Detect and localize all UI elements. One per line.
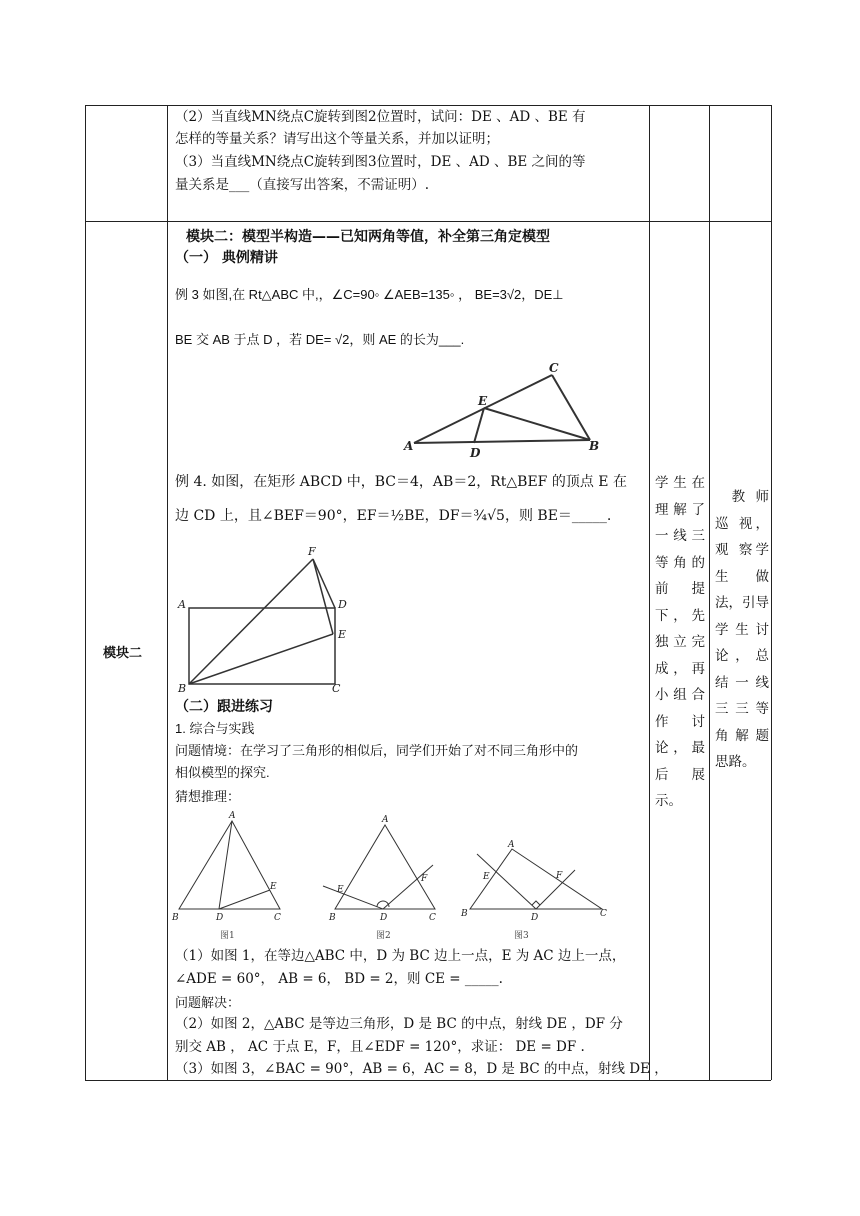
module2-heading: 模块二：模型半构造——已知两角等值，补全第三角定模型: [186, 229, 550, 245]
table-top-border: [85, 105, 771, 106]
practice-solve-label: 问题解决：: [175, 995, 241, 1010]
fig3-point-c: C: [600, 909, 607, 919]
practice-title: 1. 综合与实践: [175, 721, 255, 736]
example4-figure: [172, 542, 362, 697]
fig2-point-e: E: [337, 885, 344, 895]
fig1-point-b: B: [172, 913, 179, 923]
ex3-point-d: D: [470, 446, 481, 460]
fig3-point-a: A: [508, 840, 515, 850]
fig1-point-d: D: [216, 913, 224, 923]
ex3-point-b: B: [589, 439, 600, 453]
table-left-border: [85, 105, 86, 1080]
fig1-point-e: E: [270, 882, 277, 892]
top-q3-line2: 量关系是___（直接写出答案，不需证明）.: [175, 177, 430, 193]
fig2-point-c: C: [429, 913, 436, 923]
top-q3-line1: （3）当直线MN绕点C旋转到图3位置时，DE 、AD 、BE 之间的等: [175, 154, 586, 170]
practice-context-2: 相似模型的探究.: [175, 765, 270, 780]
example4-line2: 边 CD 上，且∠BEF＝90°，EF＝½BE，DF＝¾√5，则 BE＝_____.: [175, 508, 612, 524]
table-row-divider: [85, 221, 771, 222]
practice-figures: [170, 808, 620, 943]
fig2-caption: 图2: [376, 931, 391, 941]
fig2-point-a: A: [382, 815, 389, 825]
ex4-point-c: C: [332, 682, 341, 695]
table-col-divider-3: [709, 105, 710, 1080]
ex3-point-e: E: [478, 394, 488, 408]
ex4-point-a: A: [178, 598, 186, 611]
practice-q1-line1: （1）如图 1，在等边△ABC 中，D 为 BC 边上一点，E 为 AC 边上一点，: [175, 948, 626, 964]
fig2-point-b: B: [329, 913, 336, 923]
module2-sub2: （二）跟进练习: [175, 699, 273, 715]
table-col-divider-1: [167, 105, 168, 1080]
ex4-point-d: D: [338, 598, 347, 611]
practice-q3-line1: （3）如图 3，∠BAC = 90°，AB = 6，AC = 8，D 是 BC 的中点，射线 DE ，: [175, 1061, 668, 1077]
fig1-point-a: A: [229, 811, 236, 821]
fig3-point-d: D: [531, 913, 539, 923]
ex4-point-b: B: [178, 682, 187, 695]
example3-figure: [400, 360, 610, 460]
ex3-point-a: A: [404, 439, 414, 453]
student-activity-text: 学 生 在 理 解 了 一 线 三 等 角 的 前 提 下，先 独 立 完成，再 小 组 合 作 讨 论，最 后 展 示。: [655, 475, 705, 809]
fig3-point-e: E: [483, 872, 490, 882]
table-bottom-border: [85, 1080, 771, 1081]
practice-q2-line1: （2）如图 2，△ABC 是等边三角形，D 是 BC 的中点，射线 DE ，DF 分: [175, 1016, 623, 1032]
fig2-point-f: F: [421, 874, 428, 884]
fig3-point-b: B: [461, 909, 468, 919]
practice-context-1: 问题情境：在学习了三角形的相似后，同学们开始了对不同三角形中的: [175, 743, 579, 758]
row-label-module2: 模块二: [103, 646, 143, 661]
ex4-point-f: F: [308, 545, 316, 558]
practice-conjecture: 猜想推理：: [175, 789, 241, 804]
teacher-activity-text: 教 师 巡 视，观 察学生 做法，引导学 生 讨 论，总 结一线 三三等 角解题 思路。: [715, 489, 769, 770]
practice-q1-line2: ∠ADE = 60°， AB = 6， BD = 2，则 CE = _____.: [175, 971, 503, 987]
module2-sub1: （一） 典例精讲: [175, 250, 278, 266]
table-col-divider-2: [649, 105, 650, 1080]
fig1-caption: 图1: [220, 931, 235, 941]
practice-q2-line2: 别交 AB ， AC 于点 E，F，且∠EDF = 120°，求证： DE = DF .: [175, 1039, 585, 1055]
example3-line2: BE 交 AB 于点 D ，若 DE= √2，则 AE 的长为___.: [175, 332, 465, 347]
example3-line1: 例 3 如图,在 Rt△ABC 中,，∠C=90◦ ∠AEB=135◦ ， BE=3√2，DE⊥: [175, 287, 564, 302]
fig1-point-c: C: [274, 913, 281, 923]
ex4-point-e: E: [338, 628, 347, 641]
top-q2-line2: 怎样的等量关系？请写出这个等量关系，并加以证明；: [175, 131, 499, 147]
table-right-border: [771, 105, 772, 1080]
example4-line1: 例 4. 如图，在矩形 ABCD 中，BC＝4，AB＝2，Rt△BEF 的顶点 E 在: [175, 474, 627, 490]
top-q2-line1: （2）当直线MN绕点C旋转到图2位置时，试问：DE 、AD 、BE 有: [175, 109, 586, 125]
fig3-point-f: F: [556, 871, 563, 881]
fig2-point-d: D: [380, 913, 388, 923]
fig3-caption: 图3: [514, 931, 529, 941]
ex3-point-c: C: [549, 361, 559, 375]
